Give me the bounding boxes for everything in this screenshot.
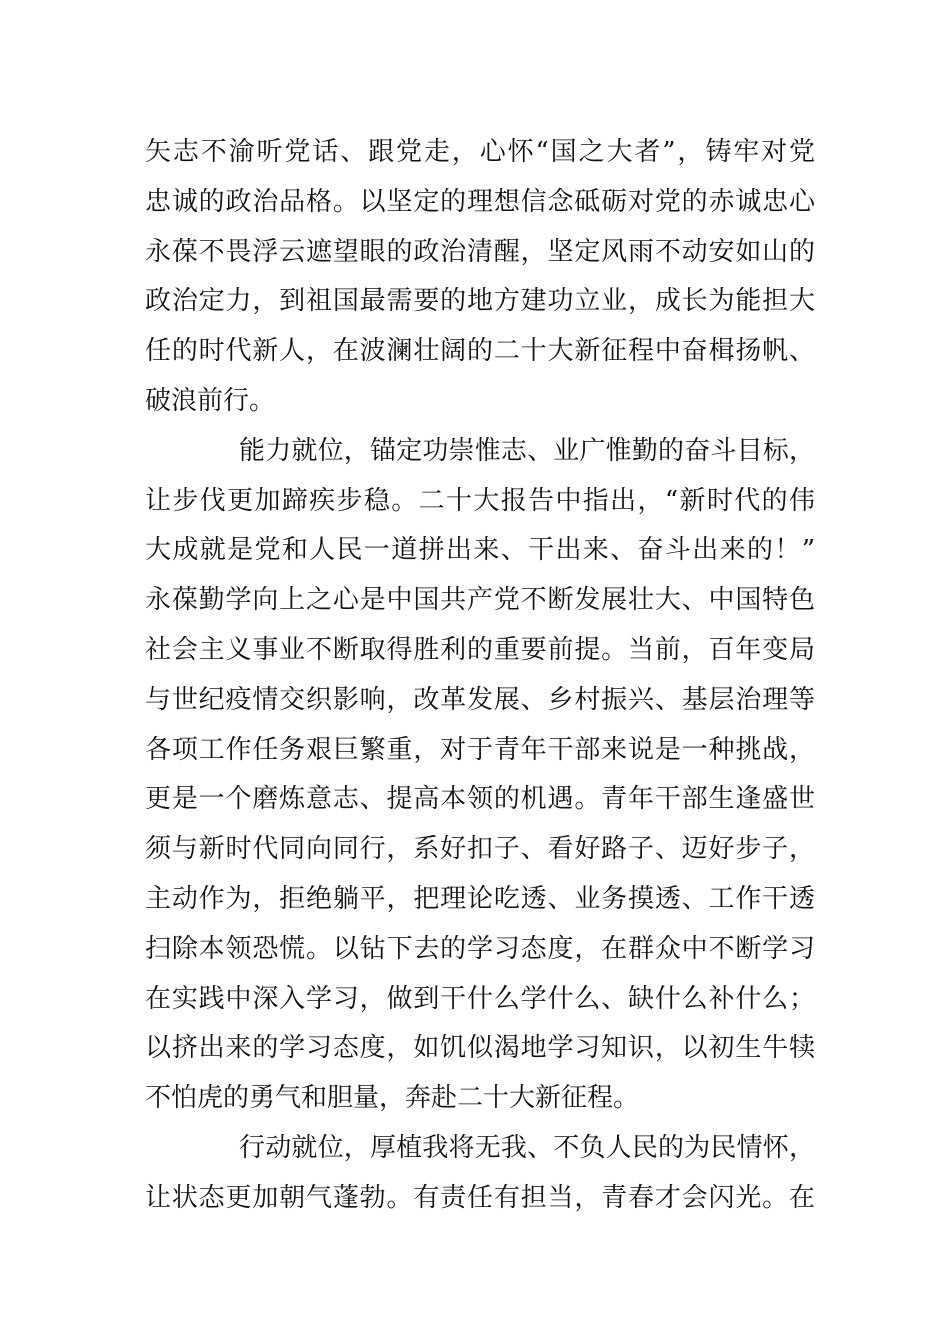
body-text <box>145 128 815 1224</box>
text-line: 任的时代新人，在波澜壮阔的二十大新征程中奋楫扬帆、 <box>145 336 815 367</box>
text-line: 大成就是党和人民一道拼出来、干出来、奋斗出来的！” <box>145 535 815 566</box>
text-line: 政治定力，到祖国最需要的地方建功立业，成长为能担大 <box>145 286 815 317</box>
text-line: 不怕虎的勇气和胆量，奔赴二十大新征程。 <box>145 1083 640 1114</box>
text-line: 永葆勤学向上之心是中国共产党不断发展壮大、中国特色 <box>145 585 815 616</box>
paragraph-start-line: 行动就位，厚植我将无我、不负人民的为民情怀， <box>239 1132 815 1163</box>
text-line: 让状态更加朝气蓬勃。有责任有担当，青春才会闪光。在 <box>145 1182 815 1213</box>
text-line: 在实践中深入学习，做到干什么学什么、缺什么补什么； <box>145 983 815 1014</box>
text-line: 主动作为，拒绝躺平，把理论吃透、业务摸透、工作干透 <box>145 883 815 914</box>
text-line: 让步伐更加蹄疾步稳。二十大报告中指出，“新时代的伟 <box>145 485 815 516</box>
text-line: 破浪前行。 <box>145 385 276 416</box>
text-line: 与世纪疫情交织影响，改革发展、乡村振兴、基层治理等 <box>145 684 815 715</box>
text-line: 矢志不渝听党话、跟党走，心怀“国之大者”，铸牢对党 <box>145 137 815 167</box>
text-line: 更是一个磨炼意志、提高本领的机遇。青年干部生逢盛世 <box>145 784 815 815</box>
text-line: 永葆不畏浮云遮望眼的政治清醒，坚定风雨不动安如山的 <box>145 236 815 267</box>
paragraph-start-line: 能力就位，锚定功崇惟志、业广惟勤的奋斗目标， <box>239 435 815 466</box>
text-line: 忠诚的政治品格。以坚定的理想信念砥砺对党的赤诚忠心 <box>145 186 815 217</box>
text-line: 各项工作任务艰巨繁重，对于青年干部来说是一种挑战， <box>145 734 815 765</box>
text-line: 扫除本领恐慌。以钻下去的学习态度，在群众中不断学习 <box>145 933 815 964</box>
text-line: 须与新时代同向同行，系好扣子、看好路子、迈好步子， <box>145 834 815 865</box>
text-line: 以挤出来的学习态度，如饥似渴地学习知识，以初生牛犊 <box>145 1033 815 1064</box>
text-line: 社会主义事业不断取得胜利的重要前提。当前，百年变局 <box>145 634 815 665</box>
